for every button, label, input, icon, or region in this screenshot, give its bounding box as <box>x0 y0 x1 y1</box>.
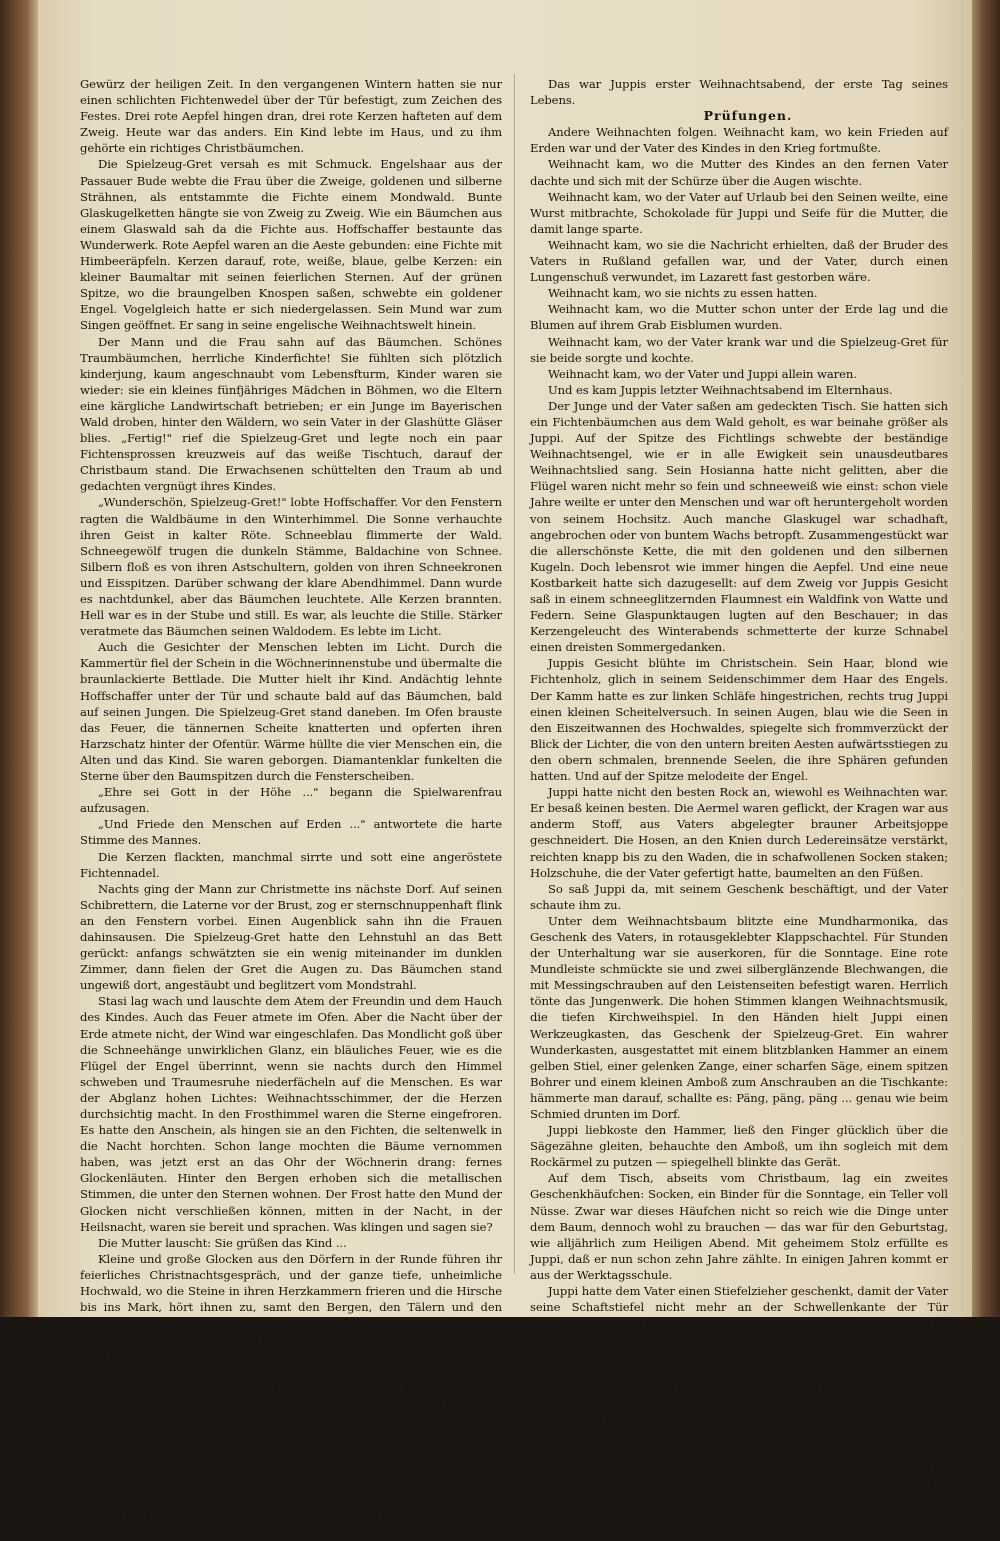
paragraph: Stasi lag wach und lauschte dem Atem der Freundin und dem Hauch des Kindes. Auch das Feuer atmete im Ofen. Aber die Nacht über der Erde atmete nicht, der Wind war eingeschlafen. Das Mondlicht goß über die Schneehänge unwirklichen Glanz, ein bläuliches Feuer, wie es die Flügel der Engel überrinnt, wenn sie nachts durch den Himmel schweben und Traumesruhe niederfächeln auf die Menschen. Es war der Abglanz hohen Lichtes: Weihnachtsschimmer, der die Herzen durchsichtig macht. In den Frosthimmel waren die Sterne eingefroren. Es hatte den Anschein, als hingen sie an den Fichten, die seltenwelk in die Nacht horchten. Schon lange mochten die Bäume vernommen haben, was jetzt erst an das Ohr der Wöchnerin drang: fernes Glockenläuten. Hinter den Bergen erhoben sich die metallischen Stimmen, die unter den Sternen wohnen. Der Frost hatte den Mund der Glocken nicht verschließen können, mitten in der Nacht, in der Heilsnacht, waren sie bereit und sprachen. Was klingen und sagen sie? <box>80 994 502 1234</box>
paragraph: Der Junge und der Vater saßen am gedeckten Tisch. Sie hatten sich ein Fichtenbäumchen aus dem Wald geholt, es war beinahe größer als Juppi. Auf der Spitze des Fichtlings schwebte der beständige Weihnachtsengel, wie er in alle Ewigkeit sein unausdeutbares Weihnachtslied sang. Sein Hosianna hatte nicht gelitten, aber die Flügel waren nicht mehr so fein und schneeweiß wie einst: schon viele Jahre weilte er unter den Menschen und war oft heruntergeholt worden von seinem Hochsitz. Auch manche Glaskugel war schadhaft, angebrochen oder von buntem Wachs betropft. Zusammengestückt war die allerschönste Kette, die mit den goldenen und den silbernen Kugeln. Doch lebensrot wie immer hingen die Aepfel. Und eine neue Kostbarkeit hatte sich dazugesellt: auf dem Zweig vor Juppis Gesicht saß in einem schneeglitzernden Flaumnest ein Waldfink von Watte und Federn. Seine Glaspunktaugen lugten auf den Beschauer; in das Kerzengeleucht des Winterabends schmetterte der kurze Schnabel einen dreisten Sommergedanken. <box>530 398 948 655</box>
text-column-right <box>530 76 948 1524</box>
text-column-left <box>80 76 502 1540</box>
paragraph: Der Stiefelzieher war braun gebeizt. Da stand er unter dem Christbaum, beschienen vom Weihnachtsglanz, wie die Harmonika, der Werkzeugkasten und die ganze Stube. <box>530 1396 948 1443</box>
paragraph: So saß Juppi da, mit seinem Geschenk beschäftigt, und der Vater schaute ihm zu. <box>530 881 948 912</box>
paragraph: Weihnacht kam, wo der Vater krank war und die Spielzeug-Gret für sie beide sorgte und kochte. <box>530 334 948 365</box>
paragraph: Andere Weihnachten folgen. Weihnacht kam, wo kein Frieden auf Erden war und der Vater des Kindes in den Krieg fortmußte. <box>530 125 948 156</box>
paragraph: Kleine und große Glocken aus den Dörfern in der Runde führen ihr feierliches Christnachtsgespräch, und der ganze tiefe, unheimliche Hochwald, wo die Steine in ihren Herzkammern frieren und die Hirsche bis ins Mark, hört ihnen zu, samt den Bergen, den Tälern und den verstreutwohnenden Menschen darin. <box>80 1251 502 1331</box>
paragraph: Und es kam Juppis letzter Weihnachtsabend im Elternhaus. <box>548 382 893 397</box>
paragraph: Weihnacht kam, wo die Mutter des Kindes an den fernen Vater dachte und sich mit der Schürze über die Augen wischte. <box>530 157 948 188</box>
paragraph: Unter dem Weihnachtsbaum blitzte eine Mundharmonika, das Geschenk des Vaters, in rotausgeklebter Klappschachtel. Für Stunden der Unterhaltung war sie auserkoren, für die Sonntage. Eine rote Mundleiste schmückte sie und zwei silberglänzende Blechwangen, die mit Messingschrauben auf den Leistenseiten befestigt waren. Herrlich tönte das Jungenwerk. Die hohen Stimmen klangen Weihnachtsmusik, die tiefen Kirchweihspiel. In den Händen hielt Juppi einen Werkzeugkasten, das Geschenk der Spielzeug-Gret. Ein wahrer Wunderkasten, ausgestattet mit einem blitzblanken Hammer an einem gelben Stiel, einer gelenken Zange, einer scharfen Säge, einem spitzen Bohrer und einem kleinen Amboß zum Anschrauben an die Tischkante: hämmerte man darauf, schallte es: Päng, päng, päng ... genau wie beim Schmied drunten im Dorf. <box>530 913 948 1121</box>
paragraph: Nachts ging der Mann zur Christmette ins nächste Dorf. Auf seinen Schibrettern, die Laterne vor der Brust, zog er sternschnuppenhaft flink an den Fenstern vorbei. Einen Augenblick sahn ihn die Frauen dahinsausen. Die Spielzeug-Gret hatte den Lehnstuhl an das Bett gerückt: anfangs schwätzten sie ein wenig miteinander im dunklen Zimmer, dann fielen der Gret die Augen zu. Das Bäumchen stand ungewiß dort, angestäubt und beglitzert vom Mondstrahl. <box>80 881 502 993</box>
book-binding-left <box>0 0 38 1317</box>
newspaper-page <box>38 0 972 1540</box>
paragraph: Weihnacht kam, wo der Vater auf Urlaub bei den Seinen weilte, eine Wurst mitbrachte, Schokolade für Juppi und Seife für die Mutter, die damit lange sparte. <box>530 189 948 236</box>
paragraph: Weihnacht kam, wo der Vater und Juppi allein waren. <box>548 366 857 381</box>
paragraph: Der Schall von vielen Seiten weckte die Spielzeug-Gret. <box>98 1444 422 1459</box>
paragraph: „Es läutet ..." sagte sie, schlaftrunken auffahrend. <box>98 1461 388 1476</box>
continuation-note: (Fortsetzung folgt.) <box>691 1509 804 1524</box>
book-binding-right <box>972 0 1000 1317</box>
paragraph: Juppi hatte nicht den besten Rock an, wiewohl es Weihnachten war. Er besaß keinen besten. Die Aermel waren geflickt, der Kragen war aus anderm Stoff, aus Vaters abgelegter brauner Arbeitsjoppe geschneidert. Die Hosen, an den Knien durch Ledereinsätze verstärkt, reichten knapp bis zu den Waden, die in schafwollenen Socken staken; Holzschuhe, die der Vater gefertigt hatte, baumelten an den Füßen. <box>530 785 948 880</box>
paragraph: Der Mann und die Frau sahn auf das Bäumchen. Schönes Traumbäumchen, herrliche Kinderfichte! Sie fühlten sich plötzlich kinderjung, kaum angeschnaubt vom Lebensfturm, Kinder waren sie wieder: sie ein kleines fünfjähriges Mädchen in Böhmen, wo die Eltern eine kärgliche Landwirtschaft betrieben; er ein Junge im Bayerischen Wald droben, hinter den Wäldern, wo sein Vater in der Glashütte Gläser blies. „Fertig!" rief die Spielzeug-Gret und legte noch ein paar Fichtensprossen kreuzweis auf das weiße Tischtuch, darauf der Christbaum stand. Die Erwachsenen schüttelten den Traum ab und gedachten vergnügt ihres Kindes. <box>80 334 502 494</box>
paragraph: Auch die Gesichter der Menschen lebten im Licht. Durch die Kammertür fiel der Schein in die Wöchnerinnenstube und übermalte die braunlackierte Bettlade. Die Mutter hielt ihr Kind. Andächtig lehnte Hoffschaffer unter der Tür und schaute bald auf das Bäumchen, bald auf seinen Jungen. Die Spielzeug-Gret stand daneben. Im Ofen brauste das Feuer, die tännernen Scheite knatterten und opferten ihren Harzschatz hinter der Ofentür. Wärme hüllte die vier Menschen ein, die Alten und das Kind. Sie waren geborgen. Diamantenklar funkelten die Sterne über den Baumspitzen durch die Fensterscheiben. <box>80 640 502 784</box>
paragraph: Die Mutter lauscht: Sie grüßen das Kind ... <box>98 1235 347 1250</box>
paragraph: Das war Juppis erster Weihnachtsabend, der erste Tag seines Lebens. <box>530 77 948 108</box>
paragraph: Im Ofen summte das Feuer wie all die Jahre zur Winterzeit. Vor den Fenstern knisterten die Schneenacht, und die mächtigen Fichten im Hang, die mit den Kronen die Sterne berührten, waren wie aus Eis gegossen. <box>530 1444 948 1508</box>
paragraph: Juppi liebkoste den Hammer, ließ den Finger glücklich über die Sägezähne gleiten, behauchte den Amboß, um ihn sogleich mit dem Rockärmel zu putzen — spiegelhell blinkte das Gerät. <box>530 1123 948 1170</box>
paragraph: Ihre Augen verschleiern sich, die Sterne blitzen ihr auf einmal nicht mehr so klar. Doch die Glocken läuten. Ferneher summt der Klang. Sie erkennt sie alle, die weite Landschaft des Waldes ertönt den Glockenstimmen. Neue Rufer melden sich, sie mögen nicht fehlen im Weihnachtschor. Nun sind alle versammelt, alle schwingen in ihren Glockenstühlen. <box>80 1348 502 1443</box>
paragraph: „Zur Christmette ..." setzte Stasi leis hinzu. <box>98 1477 350 1492</box>
paragraph: Weihnacht kam, wo sie nichts zu essen hatten. <box>548 286 818 301</box>
paragraph: Juppis Gesicht blühte im Christschein. Sein Haar, blond wie Fichtenholz, glich in seinem Seidenschimmer dem Haar des Engels. Der Kamm hatte es zur linken Schläfe hingestrichen, rechts trug Juppi einen kleinen Scheitelversuch. In seinen Augen, blau wie die Seen in den Eiszeitwannen des Hochwaldes, spiegelte sich frommverzückt der Blick der Lichter, die von den untern breiten Aesten aufwärtsstiegen zu den obern schmalen, brennende Seelen, die ihre Sphären gefunden hatten. Und auf der Spitze melodeite der Engel. <box>530 656 948 784</box>
paragraph: „Und Friede den Menschen auf Erden ..." antwortete die harte Stimme des Mannes. <box>80 817 502 848</box>
paragraph: Gewürz der heiligen Zeit. In den vergangenen Wintern hatten sie nur einen schlichten Fichtenwedel über der Tür befestigt, zum Zeichen des Festes. Drei rote Aepfel hingen dran, drei rote Kerzen hafteten auf dem Zweig. Heute war das anders. Ein Kind lebte im Haus, und zu ihm gehörte ein richtiges Christbäumchen. <box>80 77 502 156</box>
paragraph: Die Kerzen flackten, manchmal sirrte und sott eine angeröstete Fichtennadel. <box>80 849 502 880</box>
paragraph: Weihnacht kam, wo die Mutter schon unter der Erde lag und die Blumen auf ihrem Grab Eisblumen wurden. <box>530 302 948 333</box>
paragraph: Und sie lauschten zu zweit. In der Wohnstube duftete das Bäumchen wie Rosenholz. <box>80 1509 502 1540</box>
paragraph: „Mitternacht ..." <box>98 1493 193 1508</box>
section-heading: Prüfungen. <box>703 108 793 124</box>
paragraph: Die Spielzeug-Gret versah es mit Schmuck. Engelshaar aus der Passauer Bude webte die Frau über die Zweige, goldenen und silberne Strähnen, als entstammte die Fichte einem Mondwald. Bunte Glaskugelketten hängte sie von Zweig zu Zweig. Wie ein Bäumchen aus einem Glaswald sah da die Fichte aus. Hoffschaffer bestaunte das Wunderwerk. Rote Aepfel waren an die Aeste gebunden: eine Fichte mit Himbeeräpfeln. Kerzen darauf, rote, weiße, blaue, gelbe Kerzen: ein kleiner Baumaltar mit seinen feierlichen Sternen. Auf der grünen Spitze, wo die braungelben Knospen saßen, schwebte ein goldener Engel. Vogelgleich hatte er sich niedergelassen. Sein Mund war zum Singen geöffnet. Er sang in seine engelische Weihnachtswelt hinein. <box>80 157 502 333</box>
paragraph: „Ehre sei Gott in der Höhe ..." begann die Spielwarenfrau aufzusagen. <box>80 785 502 816</box>
column-divider <box>514 74 515 1274</box>
paragraph: Auf dem Tisch, abseits vom Christbaum, lag ein zweites Geschenkhäufchen: Socken, ein Binder für die Sonntage, ein Teller voll Nüsse. Zwar war dieses Häufchen nicht so reich wie die Dinge unter dem Baum, dennoch wohl zu brauchen — das war für den Geburtstag, wie alljährlich zum Heiligen Abend. Mit geheimem Stolz erfüllte es Juppi, daß er nun schon zehn Jahre zählte. In einigen Jahren kommt er aus der Werktagsschule. <box>530 1171 948 1282</box>
paragraph: Weihnacht kam, wo sie die Nachricht erhielten, daß der Bruder des Vaters in Rußland gefallen war, und der Vater, durch einen Lungenschuß verwundet, im Lazarett fast gestorben wäre. <box>530 237 948 285</box>
paragraph: Juppi hatte dem Vater einen Stiefelzieher geschenkt, damit der Vater seine Schaftstiefel nicht mehr an der Schwellenkante der Tür auszuziehen brauchte, wenn er abends von der schweren Holzarbeit im Wald heimkam. Lieber hätte er ihm ja eine Tabakspfeife einbeschert, aber die Spielzeug-Gret, bei der er gegen kleine Dienstleistungen den Stiefelzieher erstand, wußte ihn von der Tabakspfeife abzubringen, der Vater vertrage das Rauchen nicht wegen seiner schwachen Lunge. <box>530 1284 948 1395</box>
paragraph: Die Mutter lauscht: Die Kirchen grüßen das Kind ... <box>98 1332 398 1347</box>
paragraph: „Wunderschön, Spielzeug-Gret!" lobte Hoffschaffer. Vor den Fenstern ragten die Waldbäume in den Winterhimmel. Die Sonne verhauchte ihren Geist in kalter Röte. Schneeblau flimmerte der Wald. Schneegewölf trugen die dunkeln Stämme, Baldachine von Schnee. Silbern floß es von ihren Astschultern, golden von ihren Schneekronen und Eisspitzen. Darüber schwang der klare Abendhimmel. Dann wurde es nachtdunkel, aber das Bäumchen leuchtete. Alle Kerzen brannten. Hell war es in der Stube und still. Es war, als leuchte die Stille. Stärker veratmete das Bäumchen seinen Waldodem. Es lebte im Licht. <box>80 495 502 639</box>
